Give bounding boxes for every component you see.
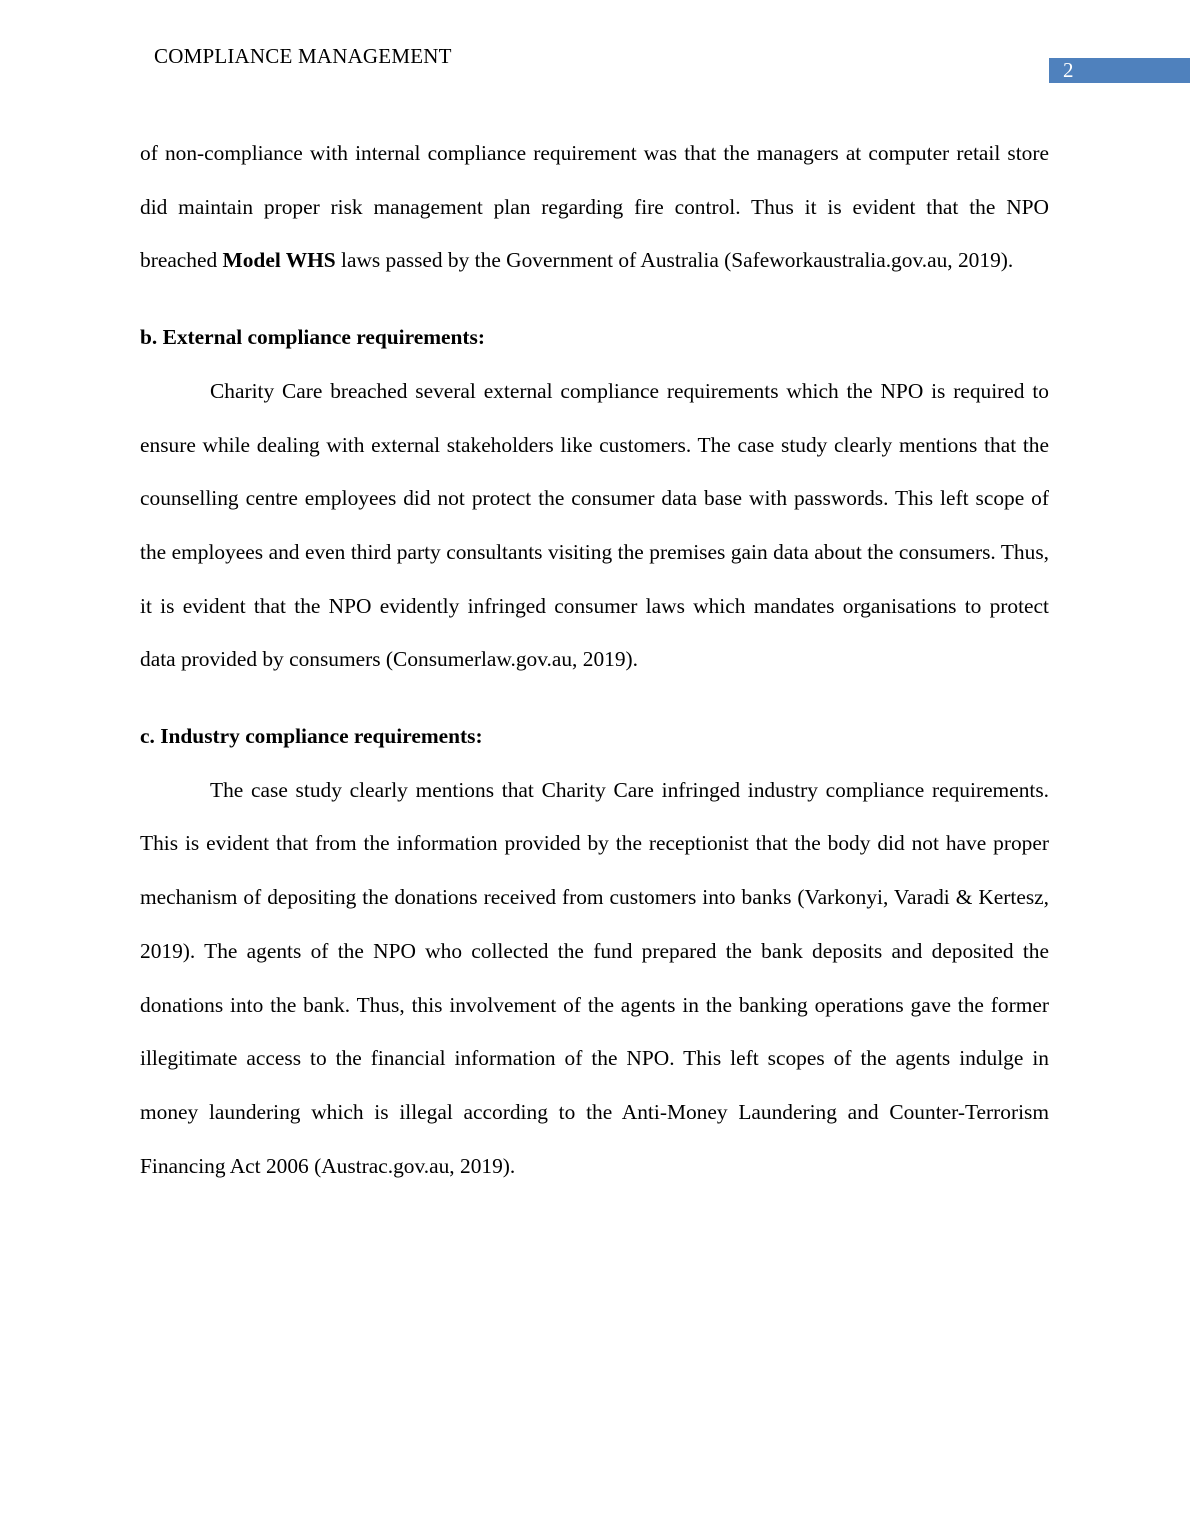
running-header-title: COMPLIANCE MANAGEMENT: [154, 44, 452, 68]
bold-term: Model WHS: [222, 248, 336, 273]
paragraph-external-compliance: Charity Care breached several external compliance requirements which the NPO is required to ensure while dealing with external stakeholders like customers. The case study clearly mentions that the counselling centre employees did not protect the consumer data base with passwords. This left scope of the employees and even third party consultants visiting the premises gain data about the consumers. Thus, it is evident that the NPO evidently infringed consumer laws which mandates organisations to protect data provided by consumers (Consumerlaw.gov.au, 2019).: [140, 378, 1049, 672]
paragraph-internal-continuation: [140, 127, 1049, 288]
heading-external-compliance: b. External compliance requirements:: [140, 325, 485, 350]
paragraph-industry-compliance: The case study clearly mentions that Charity Care infringed industry compliance requirements. This is evident that from the information provided by the receptionist that the body did not have proper mechanism of depositing the donations received from customers into banks (Varkonyi, Varadi & Kertesz, 2019). The agents of the NPO who collected the fund prepared the bank deposits and deposited the donations into the bank. Thus, this involvement of the agents in the banking operations gave the former illegitimate access to the financial information of the NPO. This left scopes of the agents indulge in money laundering which is illegal according to the Anti-Money Laundering and Counter-Terrorism Financing Act 2006 (Austrac.gov.au, 2019).: [140, 777, 1049, 1178]
paragraph-text: of non-compliance with internal compliance requirement was that the managers at computer retail store did maintain proper risk management plan regarding fire control. Thus it is evident that the NPO breached: [140, 141, 1049, 273]
document-body: [140, 127, 1049, 1193]
heading-industry-compliance: c. Industry compliance requirements:: [140, 724, 483, 749]
paragraph-text: laws passed by the Government of Australia (Safeworkaustralia.gov.au, 2019).: [335, 248, 1014, 273]
page-number-badge: 2: [1049, 58, 1190, 83]
